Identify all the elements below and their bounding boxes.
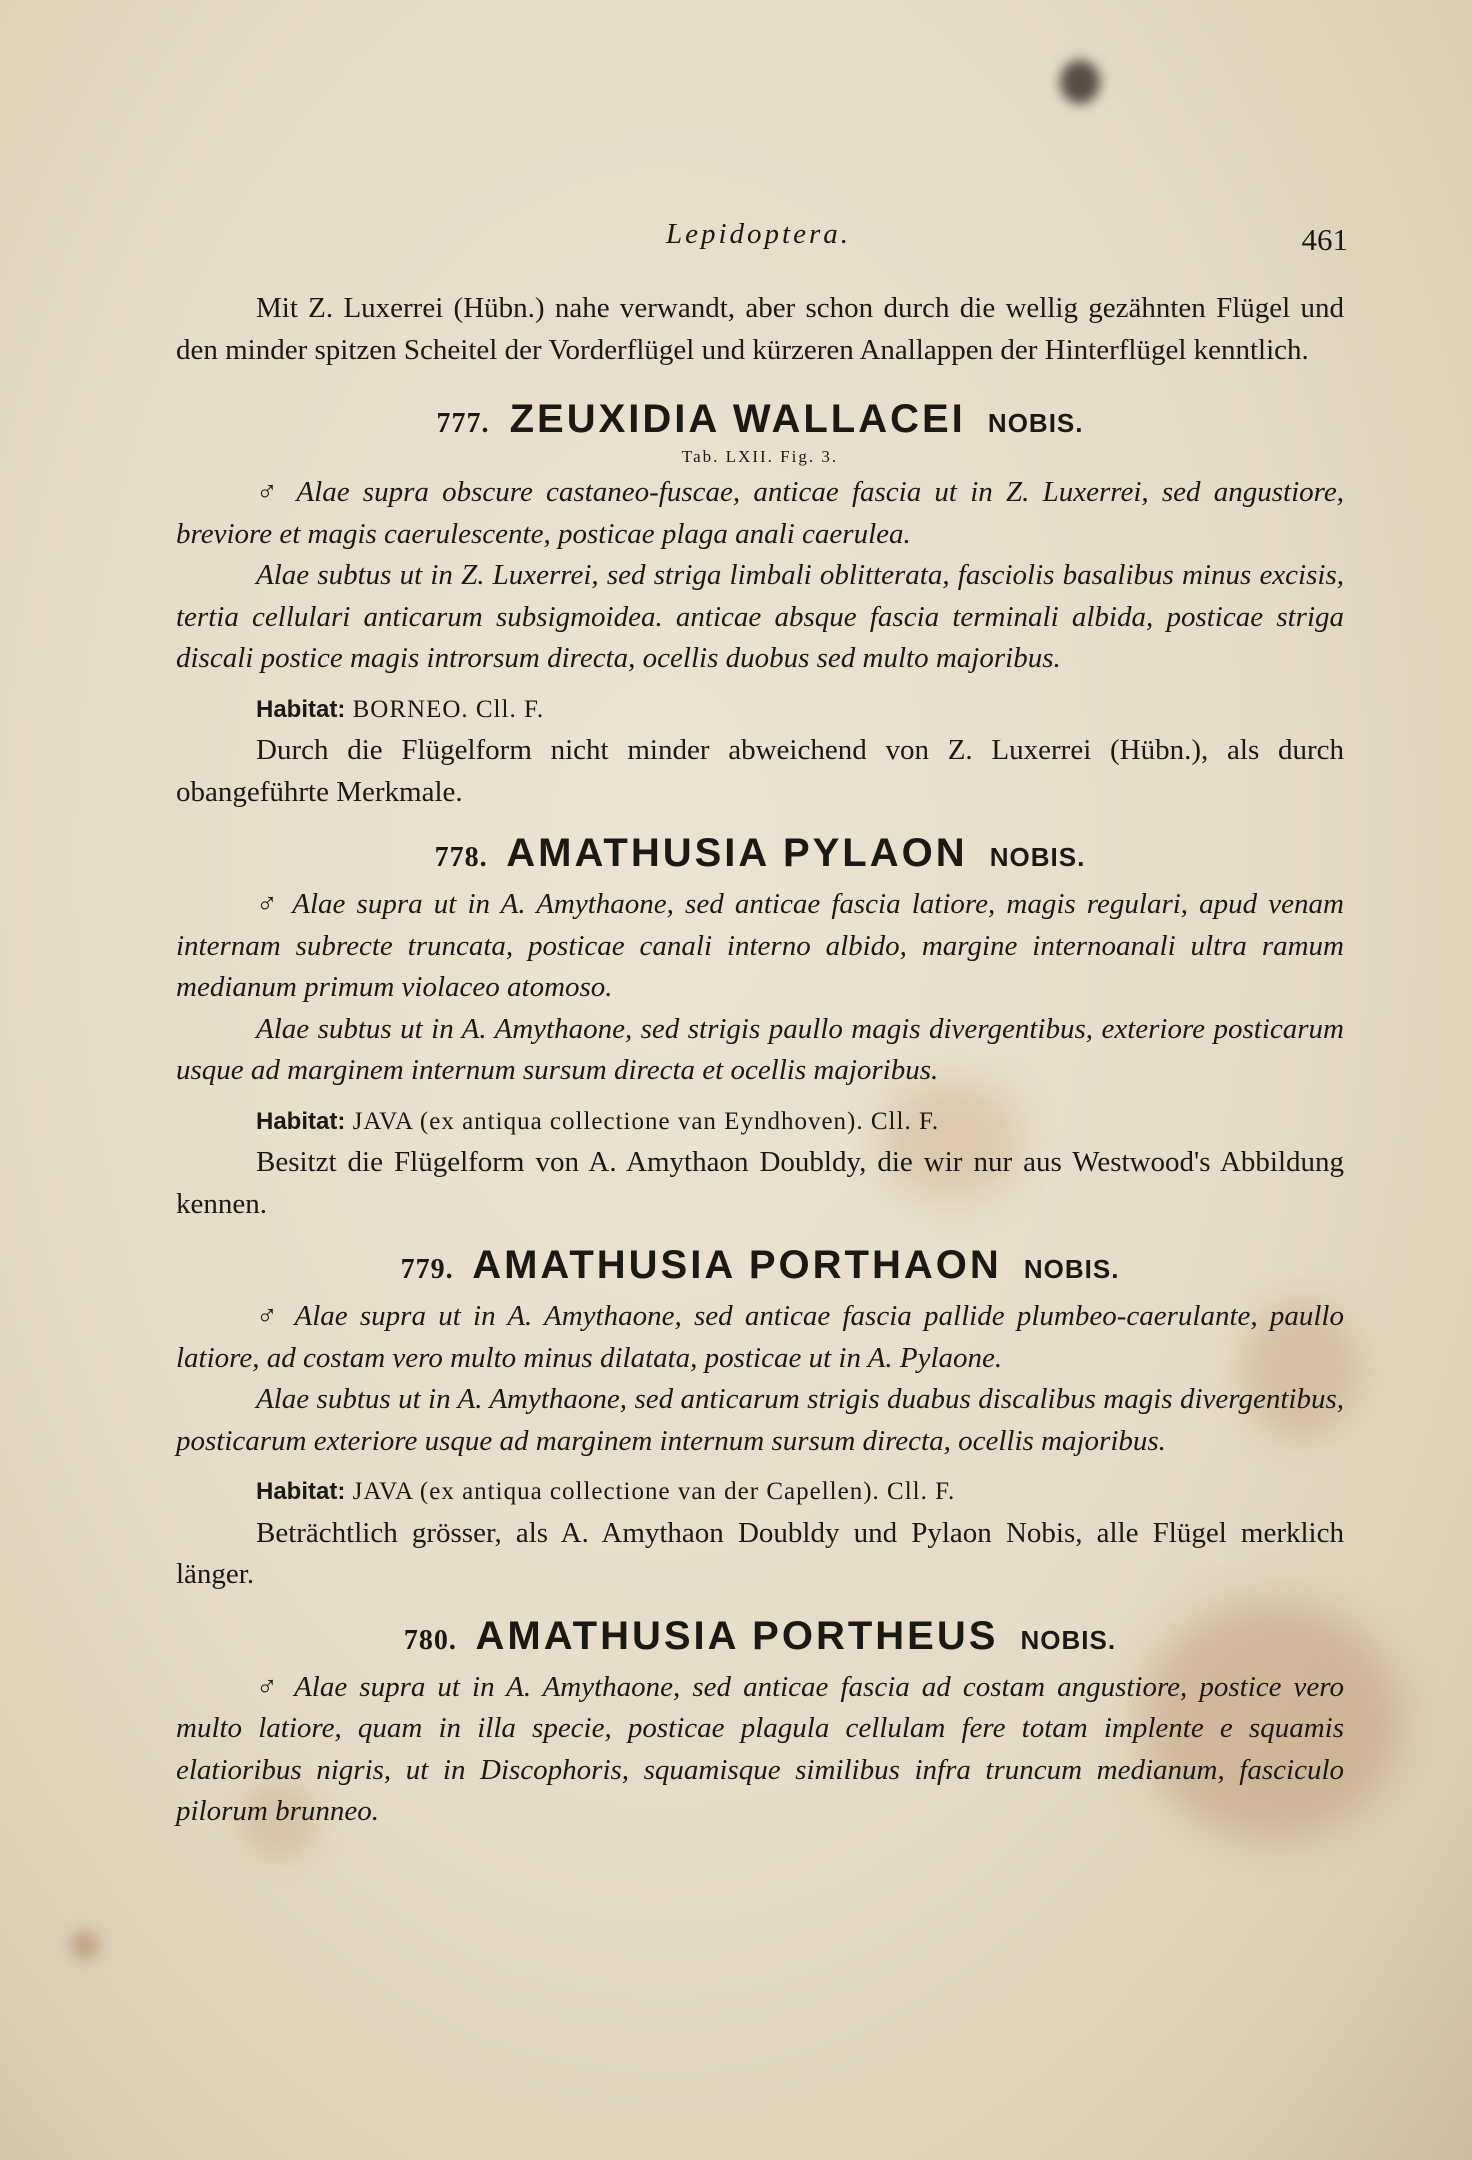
running-title: Lepidoptera. [666,218,852,250]
page-content [176,218,1348,1833]
species-author: NOBIS. [1020,1624,1117,1655]
upper-description: ♂ Alae supra ut in A. Amythaone, sed anticae fascia latiore, magis regulari, apud venam internam subrecte truncata, posticae canali interno albido, margine internoanali ultra ramum medianum primum violaceo atomoso. [176,888,1344,1003]
species-author: NOBIS. [1023,1254,1120,1284]
habitat-label: Habitat: [256,1478,346,1505]
species-name: AMATHUSIA PORTHEUS [475,1613,999,1658]
species-note: Beträchtlich grösser, als A. Amythaon Doubldy und Pylaon Nobis, alle Flügel merklich länger. [176,1516,1344,1590]
species-heading [176,827,1344,884]
under-description: Alae subtus ut in A. Amythaone, sed anticarum strigis duabus discalibus magis divergentibus, posticarum exteriore usque ad marginem internum sursum directa, ocellis majoribus. [176,1383,1344,1457]
habitat-text: JAVA (ex antiqua collectione van Eyndhoven). Cll. F. [352,1107,940,1135]
intro-paragraph: Mit Z. Luxerrei (Hübn.) nahe verwandt, aber schon durch die wellig gezähnten Flügel und den minder spitzen Scheitel der Vorderflügel und kürzeren Anallappen der Hinterflügel kenntlich. [176,292,1344,366]
species-note: Durch die Flügelform nicht minder abweichend von Z. Luxerrei (Hübn.), als durch obangeführte Merkmale. [176,734,1344,808]
habitat-text: JAVA (ex antiqua collectione van der Capellen). Cll. F. [352,1478,956,1505]
plate-reference: Tab. LXII. Fig. 3. [681,447,839,466]
species-entry [176,827,1344,1225]
ink-blot [1060,60,1100,104]
species-number: 777. [436,408,490,439]
habitat-label: Habitat: [256,1107,346,1135]
under-description: Alae subtus ut in A. Amythaone, sed strigis paullo magis divergentibus, exteriore posticarum usque ad marginem internum sursum directa et ocellis majoribus. [176,1012,1344,1086]
species-entry [176,1239,1344,1596]
species-name: AMATHUSIA PORTHAON [472,1243,1002,1287]
species-number: 778. [434,842,488,873]
foxing-stain [70,1930,100,1960]
species-entry [176,1610,1344,1833]
habitat-line [176,1470,1344,1513]
species-entry [176,393,1344,813]
habitat-line [176,1100,1344,1143]
species-heading [176,1610,1344,1667]
under-description: Alae subtus ut in Z. Luxerrei, sed striga limbali oblitterata, fasciolis basalibus minus excisis, tertia cellulari anticarum subsigmoidea. anticae absque fascia terminali albida, posticae striga discali postice magis introrsum directa, ocellis duobus sed multo majoribus. [176,559,1344,674]
species-name: AMATHUSIA PYLAON [506,831,968,875]
species-author: NOBIS. [989,842,1086,872]
habitat-text: BORNEO. Cll. F. [352,695,545,723]
species-number: 779. [400,1254,454,1285]
upper-description: ♂ Alae supra ut in A. Amythaone, sed anticae fascia pallide plumbeo-caerulante, paullo latiore, ad costam vero multo minus dilatata, posticae ut in A. Pylaone. [176,1300,1344,1374]
habitat-label: Habitat: [256,695,346,723]
species-author: NOBIS. [987,408,1084,438]
page-number: 461 [1301,222,1348,257]
upper-description: ♂ Alae supra obscure castaneo-fuscae, anticae fascia ut in Z. Luxerrei, sed angustiore, breviore et magis caerulescente, posticae plaga anali caerulea. [176,476,1344,550]
page-header [176,218,1348,268]
species-number: 780. [403,1624,457,1656]
habitat-line [176,688,1344,731]
species-heading [176,393,1344,450]
species-name: ZEUXIDIA WALLACEI [509,397,966,441]
species-note: Besitzt die Flügelform von A. Amythaon Doubldy, die wir nur aus Westwood's Abbildung kennen. [176,1146,1344,1220]
species-heading [176,1239,1344,1296]
upper-description: ♂ Alae supra ut in A. Amythaone, sed anticae fascia ad costam angustiore, postice vero multo latiore, quam in illa specie, posticae plagula cellulam fere totam implente e squamis elatioribus nigris, ut in Discophoris, squamisque similibus infra truncum medianum, fasciculo pilorum brunneo. [176,1670,1344,1827]
